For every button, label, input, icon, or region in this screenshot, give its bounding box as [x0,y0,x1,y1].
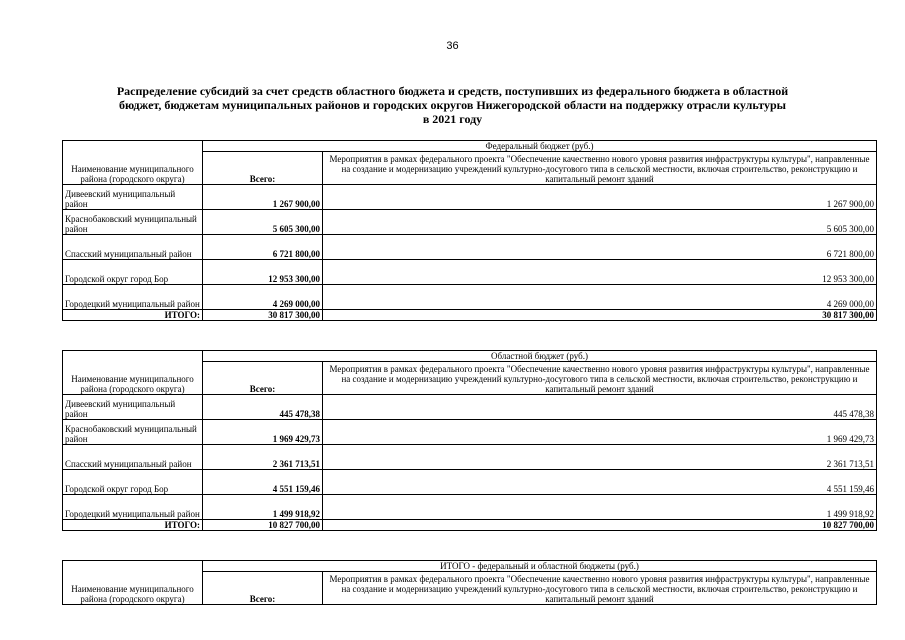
row-total: 1 267 900,00 [203,185,323,210]
row-total: 4 269 000,00 [203,285,323,310]
title-line-1: Распределение субсидий за счет средств областного бюджета и средств, поступивших из федерального бюджета в областной [116,84,789,98]
row-measure: 5 605 300,00 [323,210,877,235]
region-name: Дивеевский муниципальный район [63,395,203,420]
region-name: Спасский муниципальный район [63,445,203,470]
table-row [63,210,877,235]
table-row [63,420,877,445]
region-name: Спасский муниципальный район [63,235,203,260]
table-row [63,470,877,495]
row-total: 1 969 429,73 [203,420,323,445]
region-name: Краснобаковский муниципальный район [63,210,203,235]
itogo-total: 30 817 300,00 [203,310,323,321]
region-name: Городской округ город Бор [63,470,203,495]
table-row [63,395,877,420]
row-total: 445 478,38 [203,395,323,420]
title-line-2: бюджет, бюджетам муниципальных районов и городских округов Нижегородской области на поддержку отрасли культуры [118,98,786,112]
itogo-row [63,310,877,321]
row-total: 4 551 159,46 [203,470,323,495]
itogo-measure: 30 817 300,00 [323,310,877,321]
row-measure: 2 361 713,51 [323,445,877,470]
table-row [63,285,877,310]
row-measure: 12 953 300,00 [323,260,877,285]
federal-budget-table [62,140,877,321]
name-header: Наименование муниципального района (городского округа) [63,141,203,185]
region-name: Краснобаковский муниципальный район [63,420,203,445]
itogo-total: 10 827 700,00 [203,520,323,531]
row-total: 5 605 300,00 [203,210,323,235]
row-measure: 1 969 429,73 [323,420,877,445]
name-header: Наименование муниципального района (городского округа) [63,351,203,395]
group-header: Областной бюджет (руб.) [203,351,877,362]
row-measure: 4 269 000,00 [323,285,877,310]
row-measure: 4 551 159,46 [323,470,877,495]
table-row [63,445,877,470]
row-measure: 1 267 900,00 [323,185,877,210]
total-header: Всего: [203,362,323,395]
combined-budget-table [62,560,877,605]
itogo-label: ИТОГО: [63,520,203,531]
name-header: Наименование муниципального района (городского округа) [63,561,203,605]
row-measure: 1 499 918,92 [323,495,877,520]
itogo-row [63,520,877,531]
total-header: Всего: [203,152,323,185]
region-name: Городской округ город Бор [63,260,203,285]
region-name: Городецкий муниципальный район [63,285,203,310]
measure-header: Мероприятия в рамках федерального проекта "Обеспечение качественно нового уровня развития инфраструктуры культуры", направленные на создание и модернизацию учреждений культурно-досугового типа в сельской местности, включая строительство, реконструкцию и капитальный ремонт зданий [323,572,877,605]
row-measure: 445 478,38 [323,395,877,420]
row-measure: 6 721 800,00 [323,235,877,260]
regional-budget-table [62,350,877,531]
row-total: 2 361 713,51 [203,445,323,470]
table-row [63,495,877,520]
region-name: Городецкий муниципальный район [63,495,203,520]
title-line-3: в 2021 году [422,112,483,126]
table-row [63,185,877,210]
measure-header: Мероприятия в рамках федерального проекта "Обеспечение качественно нового уровня развития инфраструктуры культуры", направленные на создание и модернизацию учреждений культурно-досугового типа в сельской местности, включая строительство, реконструкцию и капитальный ремонт зданий [323,152,877,185]
page-number: 36 [446,40,459,52]
table-row [63,235,877,260]
row-total: 12 953 300,00 [203,260,323,285]
itogo-measure: 10 827 700,00 [323,520,877,531]
group-header: Федеральный бюджет (руб.) [203,141,877,152]
measure-header: Мероприятия в рамках федерального проекта "Обеспечение качественно нового уровня развития инфраструктуры культуры", направленные на создание и модернизацию учреждений культурно-досугового типа в сельской местности, включая строительство, реконструкцию и капитальный ремонт зданий [323,362,877,395]
itogo-label: ИТОГО: [63,310,203,321]
table-row [63,260,877,285]
row-total: 1 499 918,92 [203,495,323,520]
row-total: 6 721 800,00 [203,235,323,260]
group-header: ИТОГО - федеральный и областной бюджеты (руб.) [203,561,877,572]
total-header: Всего: [203,572,323,605]
region-name: Дивеевский муниципальный район [63,185,203,210]
document-title [60,84,845,126]
